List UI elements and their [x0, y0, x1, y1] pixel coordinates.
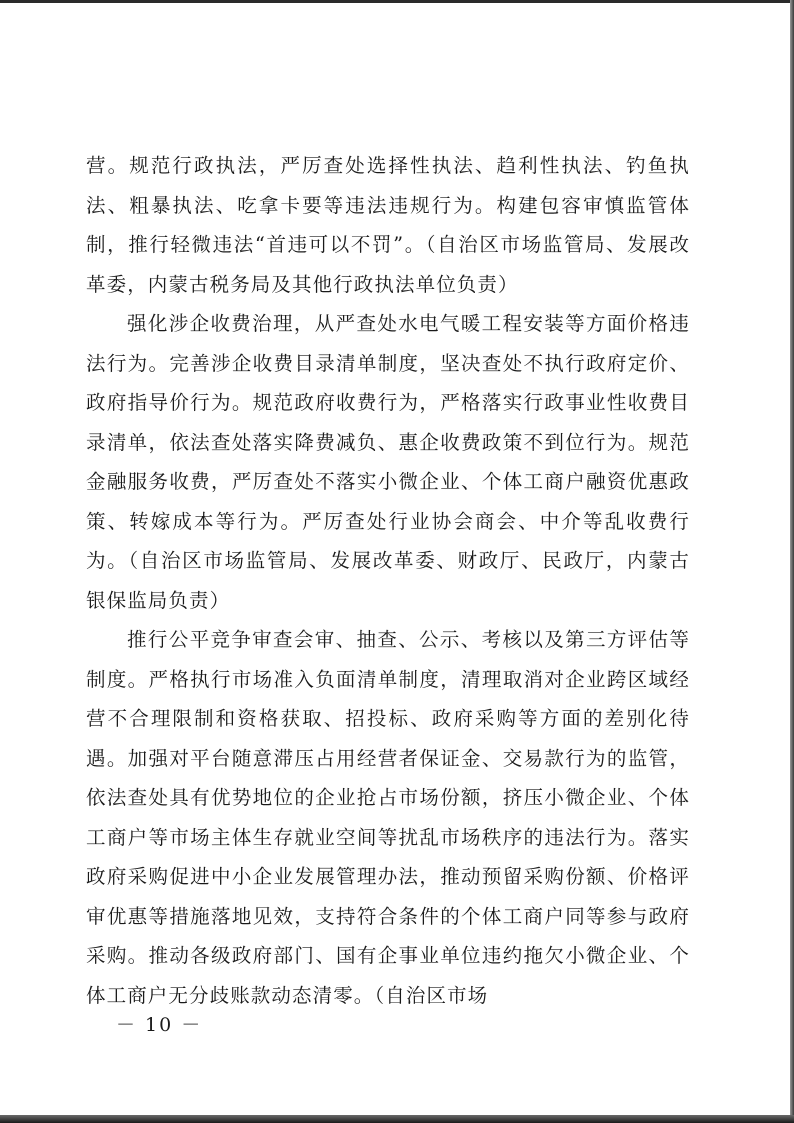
paragraph-fee-governance: 强化涉企收费治理，从严查处水电气暖工程安装等方面价格违法行为。完善涉企收费目录清单制度，坚决查处不执行政府定价、政府指导价行为。规范政府收费行为，严格落实行政事业性收费目录清单，依法查处落实降费减负、惠企收费政策不到位行为。规范金融服务收费，严厉查处不落实小微企业、个体工商户融资优惠政策、转嫁成本等行为。严厉查处行业协会商会、中介等乱收费行为。（自治区市场监管局、发展改革委、财政厅、民政厅，内蒙古银保监局负责） — [86, 312, 690, 612]
paragraph-law-enforcement: 营。规范行政执法，严厉查处选择性执法、趋利性执法、钓鱼执法、粗暴执法、吃拿卡要等违法违规行为。构建包容审慎监管体制，推行轻微违法“首违可以不罚”。（自治区市场监管局、发展改革委，内蒙古税务局及其他行政执法单位负责） — [86, 154, 690, 296]
scan-edge-bottom — [0, 1115, 794, 1123]
paragraph-fair-competition: 推行公平竞争审查会审、抽查、公示、考核以及第三方评估等制度。严格执行市场准入负面清单制度，清理取消对企业跨区域经营不合理限制和资格获取、招投标、政府采购等方面的差别化待遇。加强对平台随意滞压占用经营者保证金、交易款行为的监管，依法查处具有优势地位的企业抢占市场份额，挤压小微企业、个体工商户等市场主体生存就业空间等扰乱市场秩序的违法行为。落实政府采购促进中小企业发展管理办法，推动预留采购份额、价格评审优惠等措施落地见效，支持符合条件的个体工商户同等参与政府采购。推动各级政府部门、国有企事业单位违约拖欠小微企业、个体工商户无分歧账款动态清零。（自治区市场 — [86, 628, 690, 1007]
scan-edge-right — [790, 0, 794, 1123]
scan-edge-top — [0, 0, 794, 3]
document-body — [86, 146, 690, 1015]
page-number: － 10 － — [116, 1014, 203, 1036]
